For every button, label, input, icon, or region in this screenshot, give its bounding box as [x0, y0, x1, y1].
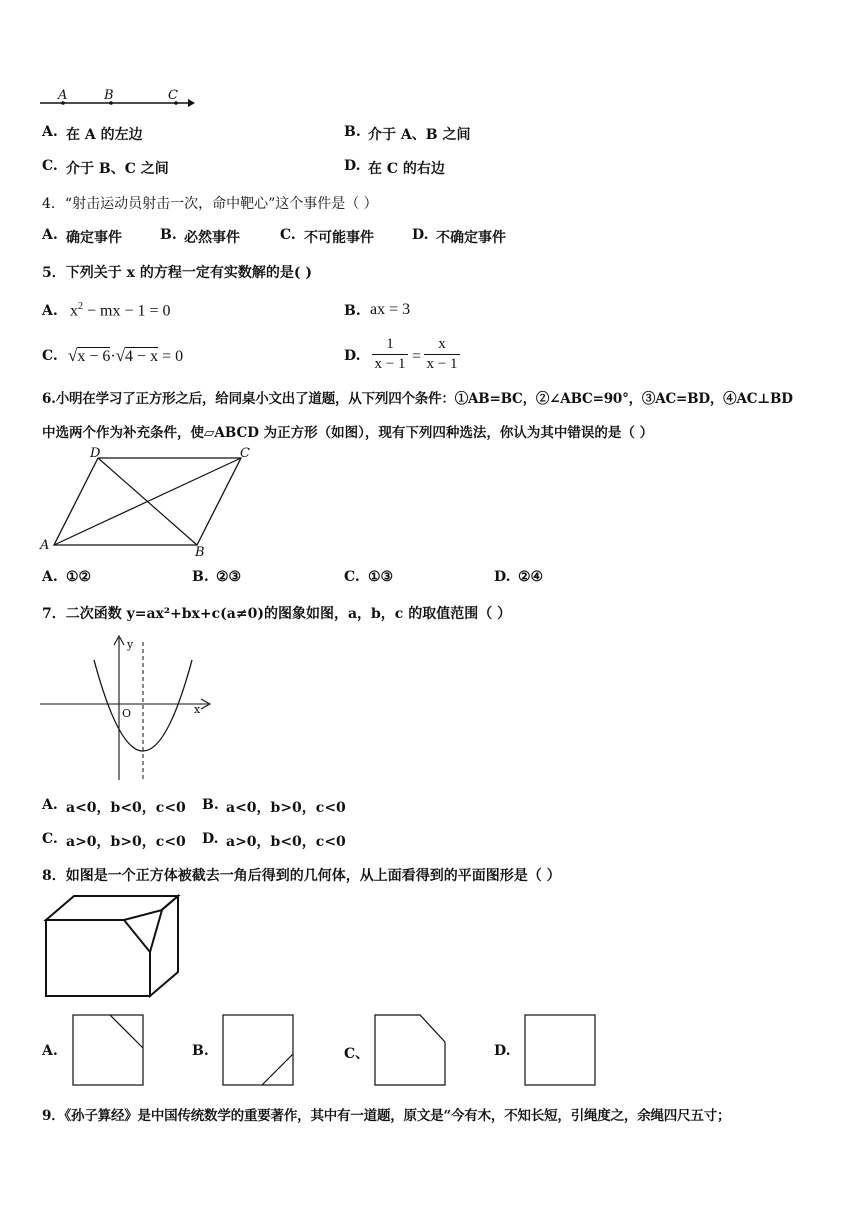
q8-option-c-letter: C、 — [344, 1046, 370, 1062]
q5-option-c-formula: √x − 6·√4 − x = 0 — [68, 346, 184, 365]
q3-option-d-text: 在 C 的右边 — [368, 161, 445, 177]
parallelogram-label-d: D — [90, 446, 101, 461]
q7-option-c-letter: C. — [42, 831, 58, 847]
q3-option-d-letter: D. — [344, 158, 361, 174]
q5-option-d-fraction-1: 1 x − 1 — [372, 336, 408, 373]
number-line-arrow — [188, 99, 195, 107]
cut-corner-face — [124, 910, 162, 952]
q3-option-c-letter: C. — [42, 158, 58, 174]
graph-label-x: x — [194, 703, 201, 716]
q7-option-b-text: a<0，b>0，c<0 — [226, 800, 346, 816]
graph-label-y: y — [127, 638, 134, 651]
parallelogram-label-b: B — [195, 545, 205, 560]
cube-right-face — [150, 896, 178, 996]
q6-option-c-text: ①③ — [368, 569, 394, 585]
q8-option-d-letter: D. — [494, 1043, 511, 1059]
q3-option-b-text: 介于 A、B 之间 — [368, 127, 471, 143]
q4-option-a-text: 确定事件 — [66, 230, 122, 246]
parallelogram-label-c: C — [240, 446, 250, 461]
q6-option-d-text: ②④ — [518, 569, 544, 585]
q9-stem: 9．《孙子算经》是中国传统数学的重要著作，其中有一道题，原文是“今有木，不知长短，引绳度之，余绳四尺五寸； — [42, 1108, 731, 1124]
q4-option-c-letter: C. — [280, 227, 296, 243]
truncated-cube-figure — [40, 892, 160, 1004]
q4-stem: 4．“射击运动员射击一次，命中靶心”这个事件是（ ） — [42, 196, 378, 212]
q5-option-a-formula: $x^2$ − mx − 1 = 0 — [70, 301, 171, 320]
q4-option-c-text: 不可能事件 — [304, 230, 374, 246]
parallelogram-figure — [40, 446, 270, 566]
q5-option-d-equals: = — [412, 348, 422, 365]
q7-option-a-letter: A. — [42, 797, 58, 813]
q7-option-a-text: a<0，b<0，c<0 — [66, 800, 186, 816]
q6-stem-line1: 6.小明在学习了正方形之后，给同桌小文出了道题，从下列四个条件：①AB=BC，②∠ABC=90°，③AC=BD，④AC⊥BD — [42, 391, 793, 407]
q5-option-d-fraction-2: x x − 1 — [424, 336, 460, 373]
q3-option-a-text: 在 A 的左边 — [66, 127, 143, 143]
q7-option-d-letter: D. — [202, 831, 219, 847]
q6-option-b-text: ②③ — [216, 569, 242, 585]
q8-option-a-letter: A. — [42, 1043, 58, 1059]
q5-stem: 5．下列关于 x 的方程一定有实数解的是( ) — [42, 265, 312, 281]
diagonal-bd — [98, 458, 197, 545]
number-line-label-b: B — [104, 88, 114, 103]
q5-option-c-letter: C. — [42, 348, 58, 364]
number-line-label-c: C — [168, 88, 178, 103]
number-line-label-a: A — [58, 88, 68, 103]
q4-option-a-letter: A. — [42, 227, 58, 243]
q4-option-d-text: 不确定事件 — [436, 230, 506, 246]
q6-option-c-letter: C. — [344, 569, 360, 585]
q6-option-a-text: ①② — [66, 569, 92, 585]
q3-option-c-text: 介于 B、C 之间 — [66, 161, 169, 177]
q6-stem-line2: 中选两个作为补充条件，使▱ABCD 为正方形（如图），现有下列四种选法，你认为其中错误的是（ ） — [42, 425, 654, 441]
q8-option-d-figure — [524, 1014, 596, 1086]
q5-option-a-letter: A. — [42, 303, 58, 319]
q4-option-b-letter: B. — [160, 227, 177, 243]
q7-option-c-text: a>0，b>0，c<0 — [66, 834, 186, 850]
q5-option-d-letter: D. — [344, 348, 361, 364]
q8-option-c-figure — [374, 1014, 446, 1086]
q3-option-b-letter: B. — [344, 124, 361, 140]
q7-option-b-letter: B. — [202, 797, 219, 813]
q3-option-a-letter: A. — [42, 124, 58, 140]
q5-option-b-letter: B. — [344, 303, 361, 319]
q8-option-b-figure — [222, 1014, 294, 1086]
q5-option-b-formula: ax = 3 — [370, 301, 411, 318]
q6-option-d-letter: D. — [494, 569, 511, 585]
q4-option-b-text: 必然事件 — [184, 230, 240, 246]
q8-option-a-figure — [72, 1014, 144, 1086]
q7-stem: 7．二次函数 y=ax²+bx+c(a≠0)的图象如图，a，b，c 的取值范围（ ） — [42, 606, 512, 622]
q6-option-a-letter: A. — [42, 569, 58, 585]
parallelogram-label-a: A — [40, 538, 50, 553]
q8-option-b-letter: B. — [192, 1043, 209, 1059]
graph-label-origin: O — [122, 707, 132, 720]
q4-option-d-letter: D. — [412, 227, 429, 243]
q6-option-b-letter: B. — [192, 569, 209, 585]
q7-option-d-text: a>0，b<0，c<0 — [226, 834, 346, 850]
q8-stem: 8．如图是一个正方体被截去一角后得到的几何体，从上面看得到的平面图形是（ ） — [42, 868, 561, 884]
